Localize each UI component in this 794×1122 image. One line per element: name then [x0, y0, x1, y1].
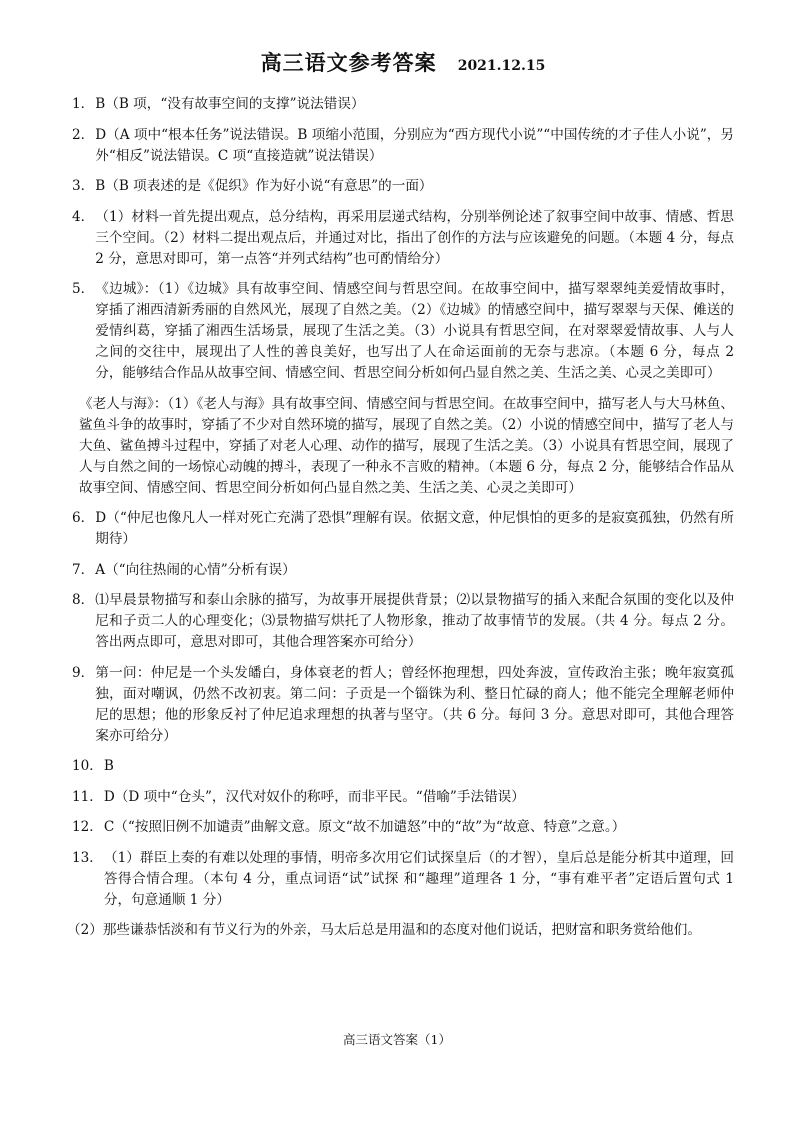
answer-number: 1．: [72, 96, 95, 112]
answer-number: 9．: [72, 664, 95, 681]
page-header: [72, 46, 734, 80]
answer-number: 12．: [72, 819, 103, 835]
answer-text: （1）材料一首先提出观点，总分结构，再采用层递式结构，分别举例论述了叙事空间中故事、情感、哲思三个空间。（2）材料二提出观点后，并通过对比，指出了创作的方法与应该避免的问题。（本题 4 分，每点 2 分，意思对即可，第一点答“并列式结构”也可酌情给分）: [95, 208, 734, 267]
answer-item-11: [72, 787, 734, 808]
answer-item-5: [72, 279, 734, 384]
page-footer: 高三语文答案（1）: [343, 1032, 451, 1047]
answer-text: 第一问：仲尼是一个头发皤白，身体衰老的哲人；曾经怀抱理想，四处奔波，宣传政治主张；晚年寂寞孤独，面对嘲讽，仍然不改初衷。第二问：子贡是一个锱铢为利、整日忙碌的商人；他不能完全理解老师仲尼的思想；他的形象反衬了仲尼追求理想的执著与坚守。（共 6 分。每问 3 分。意思对即可，其他合理答案亦可给分）: [95, 664, 734, 744]
answer-number: 6．: [72, 510, 95, 526]
answer-item-13: [72, 848, 734, 911]
answer-item-3: [72, 176, 734, 197]
answer-number: 4．: [72, 208, 95, 225]
answer-item-10: [72, 756, 734, 777]
answer-text: D（“仲尼也像凡人一样对死亡充满了恐惧”理解有误。依据文意，仲尼惧怕的更多的是寂寞孤独，仍然有所期待）: [95, 510, 734, 547]
answer-list: [67, 94, 734, 941]
answer-item-5-alt: [78, 394, 734, 499]
answer-item-12: [72, 817, 734, 838]
answer-number: 2．: [72, 126, 95, 143]
answer-item-1: [72, 94, 734, 115]
answer-number: 8．: [72, 592, 95, 608]
answer-item-4: [72, 207, 734, 270]
answer-number: 13．: [72, 849, 103, 866]
answer-item-6: [72, 508, 734, 550]
answer-number: 5．: [72, 281, 95, 297]
answer-text: （2）那些谦恭恬淡和有节义行为的外亲，马太后总是用温和的态度对他们说话，把财富和职务赏给他们。: [67, 922, 701, 938]
answer-text: D（D 项中“仓头”，汉代对奴仆的称呼，而非平民。“借喻”手法错误）: [103, 788, 525, 805]
answer-number: 10．: [72, 758, 103, 774]
answer-item-2: [72, 125, 734, 167]
answer-number: 3．: [72, 178, 95, 194]
answer-item-8: [72, 590, 734, 653]
answer-number: 7．: [72, 561, 95, 578]
answer-number: 11．: [72, 788, 103, 805]
answer-text: B: [103, 758, 114, 774]
answer-text: 《老人与海》：（1）《老人与海》具有故事空间、情感空间与哲思空间。在故事空间中，描写老人与大马林鱼、鲨鱼斗争的故事时，穿插了不少对自然环境的描写，展现了自然之美。（2）小说的情感空间中，描写了老人与大鱼、鲨鱼搏斗过程中，穿插了对老人心理、动作的描写，展现了生活之美。（3）小说具有哲思空间，展现了人与自然之间的一场惊心动魄的搏斗，表现了一种永不言败的精神。（本题 6 分，每点 2 分，能够结合作品从故事空间、情感空间、哲思空间分析如何凸显自然之美、生活之美、心灵之美即可）: [79, 395, 734, 496]
answer-text: A（“向往热闹的心情”分析有误）: [95, 561, 296, 578]
answer-text: D（A 项中“根本任务”说法错误。B 项缩小范围，分别应为“西方现代小说”“中国传统的才子佳人小说”，另外“相反”说法错误。C 项“直接造就”说法错误）: [95, 126, 734, 164]
answer-text: （1）群臣上奏的有难以处理的事情，明帝多次用它们试探皇后（的才智），皇后总是能分析其中道理，回答得合情合理。（本句 4 分，重点词语“试”试探 和“趣理”道理各 1 分，“事有难平者”定语后置句式 1 分，句意通顺 1 分）: [103, 849, 734, 908]
answer-item-9: [72, 663, 734, 747]
answer-text: ⑴早晨景物描写和泰山余脉的描写，为故事开展提供背景；⑵以景物描写的插入来配合氛围的变化以及仲尼和子贡二人的心理变化；⑶景物描写烘托了人物形象，推动了故事情节的发展。（共 4 分。每点 2 分。答出两点即可，意思对即可，其他合理答案亦可给分）: [95, 592, 734, 650]
page-date: 2021.12.15: [457, 58, 546, 74]
answer-text: C（“按照旧例不加谴责”曲解文意。原文“故不加谴怒”中的“故”为“故意、特意”之意。）: [103, 819, 626, 835]
answer-text: 《边城》：（1）《边城》具有故事空间、情感空间与哲思空间。在故事空间中，描写翠翠纯美爱情故事时，穿插了湘西清新秀丽的自然风光，展现了自然之美。（2）《边城》的情感空间中，描写翠翠与天保、傩送的爱情纠葛，穿插了湘西生活场景，展现了生活之美。（3）小说具有哲思空间，在对翠翠爱情故事、人与人之间的交往中，展现出了人性的善良美好，也写出了人在命运面前的无奈与悲凉。（本题 6 分，每点 2 分，能够结合作品从故事空间、情感空间、哲思空间分析如何凸显自然之美、生活之美、心灵之美即可）: [95, 281, 734, 381]
answer-item-7: [72, 560, 734, 581]
answer-text: B（B 项，“没有故事空间的支撑”说法错误）: [95, 96, 365, 112]
answer-item-13-part2: [66, 920, 734, 941]
page-title: 高三语文参考答案: [260, 50, 437, 75]
answer-text: B（B 项表述的是《促织》作为好小说“有意思”的一面）: [95, 178, 433, 194]
